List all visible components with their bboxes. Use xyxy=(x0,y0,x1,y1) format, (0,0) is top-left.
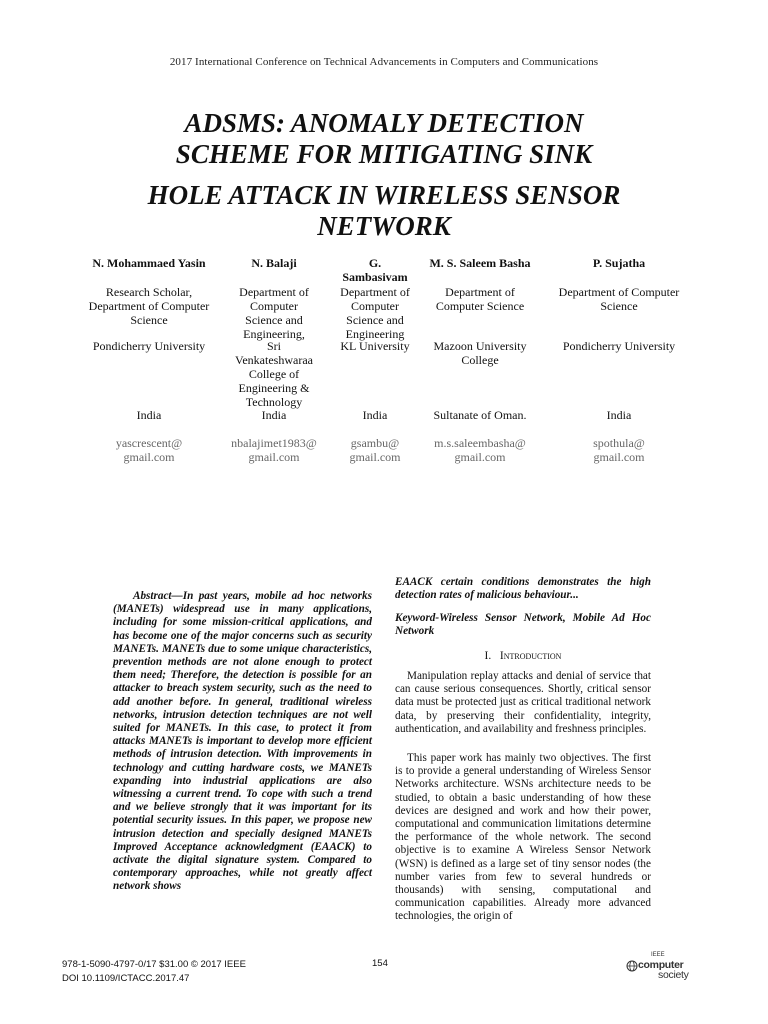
author-name: M. S. Saleem Basha xyxy=(429,256,531,270)
author-name: N. Balaji xyxy=(251,256,297,270)
title-line: HOLE ATTACK IN WIRELESS SENSOR xyxy=(147,180,621,210)
author-email[interactable] xyxy=(222,436,326,464)
email-domain: gmail.com xyxy=(349,450,401,464)
email-domain: gmail.com xyxy=(123,450,175,464)
section-number: I. xyxy=(484,650,492,662)
section-heading xyxy=(395,650,651,662)
author-email[interactable] xyxy=(84,436,214,464)
author-department: Department of Computer Science and Engineering, xyxy=(239,285,309,341)
author-block xyxy=(84,256,214,466)
author-email[interactable] xyxy=(336,436,414,464)
author-organization: Pondicherry University xyxy=(562,339,676,353)
paragraph-text: Manipulation replay attacks and denial of service that can cause serious consequences. Shortly, critical sensor data must be protected just as critical traditional network data, by preserving their confidentiality, integrity, authentication, and availability and freshness principles. xyxy=(395,670,651,735)
author-organization: Sri Venkateshwaraa College of Engineering & Technology xyxy=(235,339,313,409)
email-domain: gmail.com xyxy=(248,450,300,464)
author-email[interactable] xyxy=(420,436,540,464)
section-title: Introduction xyxy=(499,650,562,662)
title-line: NETWORK xyxy=(317,211,451,241)
author-organization: Mazoon University College xyxy=(433,339,527,367)
author-organization: KL University xyxy=(340,339,410,353)
author-country: India xyxy=(261,408,287,422)
ieee-computer-society-logo xyxy=(626,952,706,982)
email-domain: gmail.com xyxy=(593,450,645,464)
author-department: Research Scholar, Department of Computer Science xyxy=(88,285,210,327)
conference-header: 2017 International Conference on Technical Advancements in Computers and Communications xyxy=(169,56,599,68)
title-line: ADSMS: ANOMALY DETECTION xyxy=(184,108,584,138)
author-block xyxy=(336,256,414,466)
author-block xyxy=(556,256,682,466)
email-user: nbalajimet1983@ xyxy=(231,436,317,450)
paragraph-text: This paper work has mainly two objectives. The first is to provide a general understanding of Wireless Sensor Networks architecture. WSNs architecture needs to be studied, to obtain a basic understanding of how these devices are designed and work and how their power, computational and communication limitations determine the performance of the whole network. The second objective is to examine A Wireless Sensor Network (WSN) is defined as a large set of tiny sensor nodes (the number varies from few to several hundreds or thousands) with sensing, computational and communication capabilities. Already more advanced technologies, the origin of xyxy=(395,752,651,923)
email-user: yascrescent@ xyxy=(115,436,183,450)
email-domain: gmail.com xyxy=(454,450,506,464)
paper-title-part-1 xyxy=(0,108,768,170)
footer-publication-info xyxy=(62,958,246,986)
email-user: spothula@ xyxy=(593,436,645,450)
keywords: Keyword-Wireless Sensor Network, Mobile Ad Hoc Network xyxy=(395,612,651,638)
author-organization: Pondicherry University xyxy=(92,339,206,353)
author-block xyxy=(232,256,316,466)
author-name: G. Sambasivam xyxy=(342,256,408,284)
logo-ieee-text: IEEE xyxy=(651,952,665,958)
author-country: India xyxy=(606,408,632,422)
footer-doi: DOI 10.1109/ICTACC.2017.47 xyxy=(62,973,190,984)
email-user: m.s.saleembasha@ xyxy=(434,436,526,450)
author-email[interactable] xyxy=(556,436,682,464)
intro-paragraph xyxy=(395,752,651,924)
abstract xyxy=(113,590,372,894)
author-department: Department of Computer Science xyxy=(435,285,525,313)
globe-icon xyxy=(626,960,638,972)
logo-society-text: society xyxy=(658,969,689,981)
abstract-continuation: EAACK certain conditions demonstrates the high detection rates of malicious behaviour... xyxy=(395,576,651,602)
author-department: Department of Computer Science xyxy=(558,285,680,313)
author-country: Sultanate of Oman. xyxy=(433,408,527,422)
paper-title-part-2 xyxy=(0,180,768,242)
email-user: gsambu@ xyxy=(350,436,400,450)
logo-computer-text: computer xyxy=(638,959,684,971)
title-line: SCHEME FOR MITIGATING SINK xyxy=(175,139,593,169)
abstract-text: Abstract—In past years, mobile ad hoc networks (MANETs) widespread use in many applications, including for some mission-critical applications, and has become one of the major concerns such as security MANETs. MANETs due to some unique characteristics, prevention methods are not alone enough to protect them need; Therefore, the detection is possible for an attacker to breach system security, such as the need to add another before. In general, traditional wireless networks, intrusion detection techniques are not well suited for MANETs. In this case, to protect it from attacks MANETs is important to develop more efficient methods of intrusion detection. With improvements in technology and cutting hardware costs, we MANETs expanding into industrial applications are also witnessing a current trend. To cope with such a trend and we believe strongly that it was important for its potential security issues. In this paper, we propose new intrusion detection and specially designed MANETs Improved Acceptance acknowledgment (EAACK) to activate the digital signature system. Compared to contemporary approaches, while not greatly affect network shows xyxy=(113,590,372,893)
intro-paragraph xyxy=(395,670,651,736)
author-name: N. Mohammaed Yasin xyxy=(92,256,206,270)
author-department: Department of Computer Science and Engineering xyxy=(340,285,410,341)
author-block xyxy=(420,256,540,466)
author-country: India xyxy=(362,408,388,422)
author-country: India xyxy=(136,408,162,422)
author-name: P. Sujatha xyxy=(592,256,646,270)
page-number: 154 xyxy=(372,958,388,969)
footer-isbn: 978-1-5090-4797-0/17 $31.00 © 2017 IEEE xyxy=(62,959,246,970)
